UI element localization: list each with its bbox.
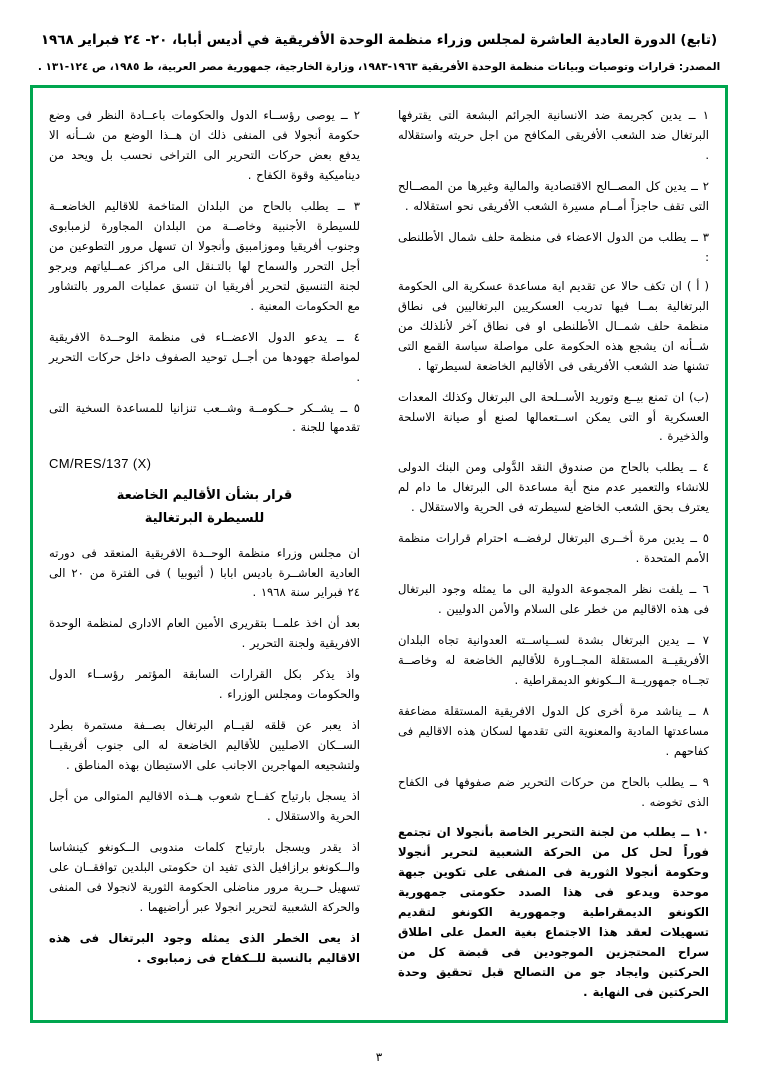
page-title: (تابع) الدورة العادية العاشرة لمجلس وزراء منظمة الوحدة الأفريقية في أديس أبابا، ٢٠- ٢٤ فبراير ١٩٦٨ <box>40 32 718 48</box>
resolution-title-line-2: للسيطرة البرتغالية <box>144 510 265 526</box>
paragraph: بعد أن اخذ علمــا بتقريرى الأمين العام الادارى لمنظمة الوحدة الافريقية ولجنة التحرير . <box>49 616 360 651</box>
paragraph: ٨ ــ يناشد مرة أخرى كل الدول الافريقية المستقلة مضاعفة مساعدتها المادية والمعنوية التى تقدمها لسكان هذه الاقاليم فى كفاحهم . <box>398 703 709 758</box>
document-header <box>30 30 728 75</box>
paragraph: ٧ ــ يدين البرتغال بشدة لســياســته العدوانية تجاه البلدان الأفريقيــة المستقلة المجــاورة للأقاليم الخاضعة له وخاصــة تجــاه جمهوريــة الــكونغو الديمقراطية . <box>398 632 709 687</box>
paragraph: اذ يعبر عن قلقه لقيــام البرتغال بصــفة مستمرة بطرد الســكان الاصليين للأقاليم الخاضعة له الى جنوب أفريقيــا ولتشجيعه المهاجرين الاجانب على الاستيطان بهذه المناطق . <box>49 718 360 773</box>
resolution-title-line-1: قرار بشأن الأقاليم الخاضعة <box>116 488 293 504</box>
paragraph: اذ يعى الخطر الذى يمثله وجود البرتغال فى هذه الاقاليم بالنسبة للــكفاح فى زمبابوى . <box>49 930 360 965</box>
paragraph: ٤ ــ يطلب بالحاح من صندوق النقد الدَّولى ومن البنك الدولى للانشاء والتعمير عدم منح أية مساعدة الى البرتغال ما دام لم يعترف بحق الشعب الخاضع لسيطرته فى الحرية والاستقلال . <box>398 460 709 515</box>
paragraph: ٥ ــ يدين مرة أخــرى البرتغال لرفضــه احترام قرارات منظمة الأمم المتحدة . <box>398 531 709 566</box>
paragraph: ٢ ــ يوصى رؤســاء الدول والحكومات باعــادة النظر فى وضع حكومة أنجولا فى المنفى ذلك ان هــذا الوضع من شــأنه الا يدفع بعض حركات التحرير الى التراخى نحسب بل ويحد من ديناميكية وقوة الكفاح . <box>49 108 360 183</box>
page-number: ٣ <box>375 1050 383 1064</box>
resolution-title <box>49 485 360 529</box>
document-source-line: المصدر: قرارات وتوصيات وبيانات منظمة الوحدة الأفريقية ١٩٦٣-١٩٨٣، وزارة الخارجية، جمهورية مصر العربية، ط ١٩٨٥، ص ١٢٤-١٣١ . <box>37 60 721 73</box>
paragraph: واذ يذكر بكل القرارات السابقة المؤتمر رؤســاء الدول والحكومات ومجلس الوزراء . <box>49 667 360 702</box>
paragraph: ٣ ــ يطلب من الدول الاعضاء فى منظمة حلف شمال الأطلنطى : <box>398 230 709 264</box>
column-left <box>49 106 364 1010</box>
paragraph: ٤ ــ يدعو الدول الاعضــاء فى منظمة الوحــدة الافريقية لمواصلة جهودها من أجــل توحيد الصفوف داخل حركات التحرير . <box>49 329 360 384</box>
paragraph: اذ يسجل بارتياح كفــاح شعوب هــذه الاقاليم المتوالى من أجل الحرية والاستقلال . <box>49 788 360 823</box>
paragraph: ١٠ ــ يطلب من لجنة التحرير الخاصة بأنجولا ان تجتمع فوراً لحل كل من الحركة الشعبية لتحرير أنجولا وحكومة أنجولا الثورية فى المنفى على تكوين جبهة موحدة ويدعو فى هذا الصدد حكومتى جمهورية الكونغو الديمقراطية وجمهورية الكونغو لتقديم تسهيلات لعقد هذا الاجتماع بغية العمل على اطلاق سراح المحتجزين الموجودين فى قبضة كل من الحركتين وايجاد جو من التصالح قبل تحقيق وحدة الحركتين فى النهاية . <box>398 825 709 999</box>
column-right <box>390 106 709 1010</box>
paragraph: ٢ ــ يدين كل المصــالح الاقتصادية والمالية وغيرها من المصــالح التى تقف حاجزاً أمــام مسيرة الشعب الأفريقى نحو استقلاله . <box>398 179 709 214</box>
paragraph: ٣ ــ يطلب بالحاح من البلدان المتاخمة للاقاليم الخاضعــة للسيطرة الأجنبية وخاصــة من البلدان المجاورة لزمبابوى وجنوب أفريقيا وموزامبيق وأنجولا ان تسهل مرور التطوعين من أجل التحرر والسماح لها بالتـنقل الى مراكز عمــلياتهم ويرجو لجنة التنسيق لتحرير أفريقيا ان تنسق عمليات المرور بالتشاور مع الحكومات المعنية . <box>49 199 360 313</box>
paragraph: ٦ ــ يلفت نظر المجموعة الدولية الى ما يمثله وجود البرتغال فى هذه الاقاليم من خطر على السلام والأمن الدوليين . <box>398 582 709 617</box>
paragraph: (ب) ان تمنع بيــع وتوريد الأســلحة الى البرتغال وكذلك المعدات العسكرية أو التى يمكن اســتعمالها لصنع أو صيانة الاسلحة والذخيرة . <box>398 389 709 444</box>
content-frame <box>30 85 728 1023</box>
paragraph: ١ ــ يدين كجريمة ضد الانسانية الجرائم البشعة التى يقترفها البرتغال ضد الشعب الأفريقى المكافح من اجل حريته واستقلاله . <box>398 108 709 163</box>
two-column-layout <box>49 106 709 1010</box>
paragraph: ٩ ــ يطلب بالحاح من حركات التحرير ضم صفوفها فى الكفاح الذى تخوضه . <box>398 774 709 809</box>
resolution-code: CM/RES/137 (X) <box>49 456 152 472</box>
paragraph: ان مجلس وزراء منظمة الوحــدة الافريقية المنعقد فى دورته العادية العاشــرة باديس ابابا ( أثيوبيا ) فى الفترة من ٢٠ الى ٢٤ فبراير سنة ١٩٦٨ . <box>49 545 360 600</box>
paragraph: ٥ ــ يشــكر حــكومــة وشــعب تنزانيا للمساعدة السخية التى تقدمها للجنة . <box>49 400 360 435</box>
paragraph: اذ يقدر ويسجل بارتياح كلمات مندوبى الــكونغو كينشاسا والــكونغو برازافيل الذى تفيد ان حكومتى البلدين توافقــان على تسهيل حــرية مرور مناضلى الحكومة الثورية لانجولا فى المنفى والحركة الشعبية لتحرير انجولا عبر أراضيهما . <box>49 839 360 914</box>
paragraph: ( أ ) ان تكف حالا عن تقديم اية مساعدة عسكرية الى الحكومة البرتغالية بمــا فيها تدريب العسكريين البرتغاليين فى نطاق منظمة حلف شمــال الأطلنطى او فى نطاق آخر لأنلذلك من شــأنه ان يشجع هذه الحكومة على مواصلة سياسة القمع التى تشنها ضد الشعب الأفريقى فى الأقاليم الخاضعة لسيطرتها . <box>398 278 709 373</box>
